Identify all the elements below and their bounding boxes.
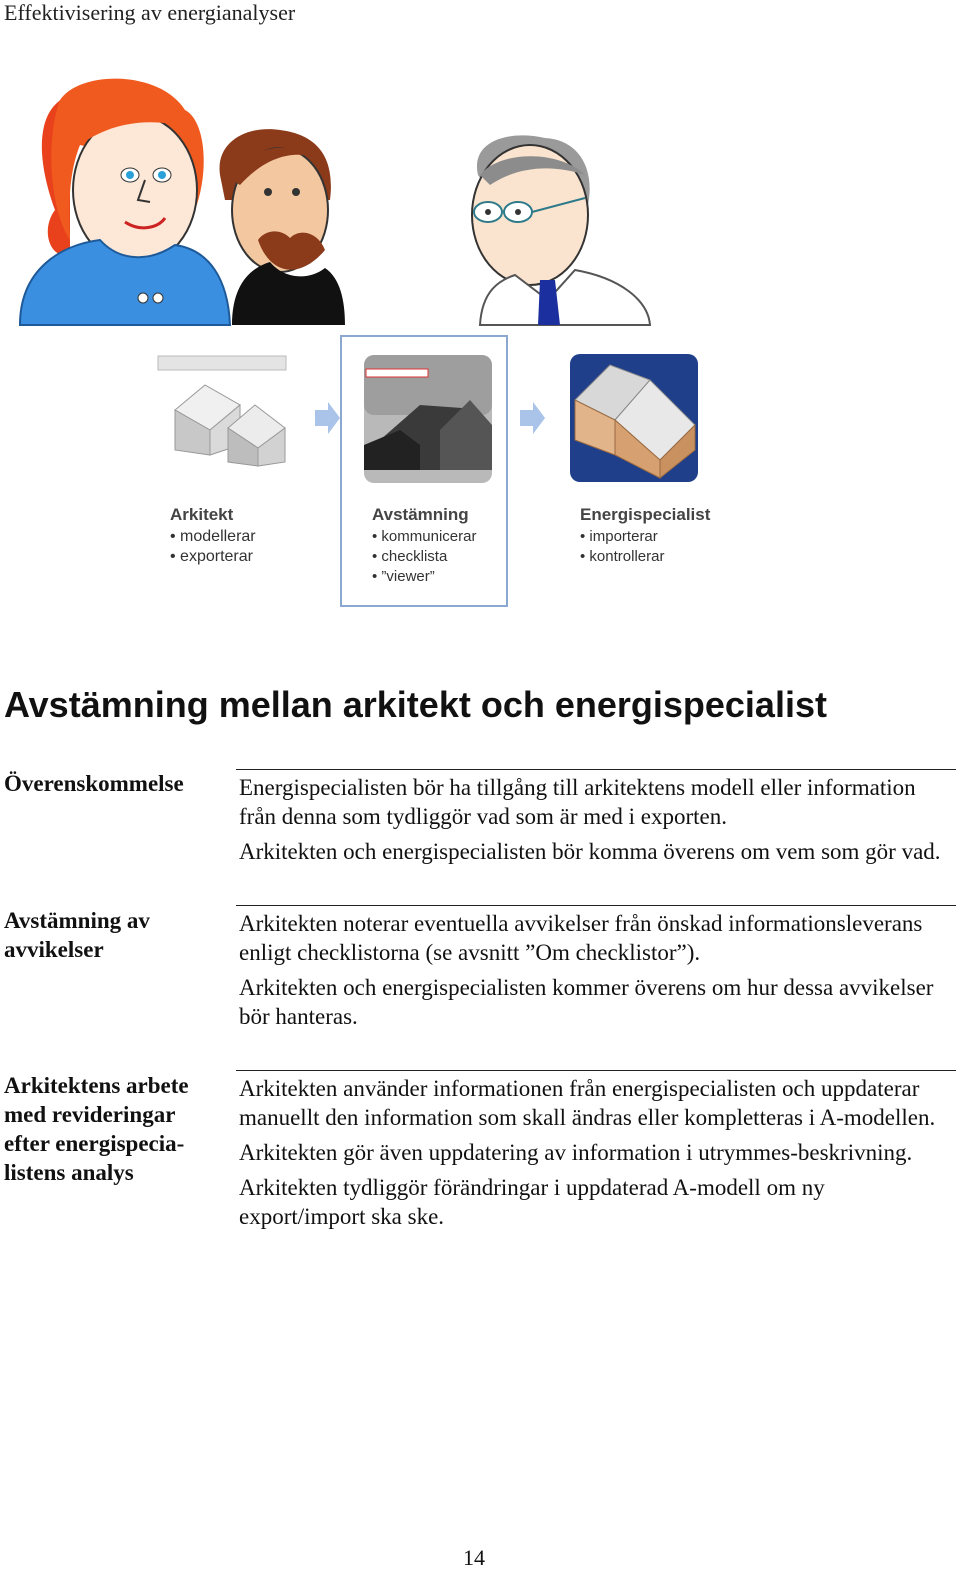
stage-item: • ”viewer” <box>372 567 476 587</box>
row-label: Avstämning av avvikelser <box>4 908 150 962</box>
architect-woman-illustration <box>20 79 230 325</box>
row-paragraph: Arkitekten noterar eventuella avvikelser från önskad informationsleverans enligt checklistorna (se avsnitt ”Om checklistor”). <box>239 911 923 965</box>
stage-item: • importerar <box>580 527 710 547</box>
row-divider <box>236 905 956 906</box>
stage-item: • kommunicerar <box>372 527 476 547</box>
viewer-model-image <box>364 355 492 483</box>
arrow-icon <box>315 402 340 434</box>
row-label: Arkitektens arbete med revideringar efter energispecia-listens analys <box>4 1073 189 1185</box>
stage-title: Avstämning <box>372 505 469 524</box>
row-paragraph: Arkitekten gör även uppdatering av information i utrymmes-beskrivning. <box>239 1140 913 1165</box>
energy-specialist-illustration <box>472 135 650 325</box>
stage-energispecialist <box>580 505 710 567</box>
row-body <box>239 773 955 872</box>
arrow-icon <box>520 402 545 434</box>
stage-item: • kontrollerar <box>580 547 710 567</box>
stage-title: Arkitekt <box>170 505 234 524</box>
section-title: Avstämning mellan arkitekt och energispecialist <box>4 684 827 725</box>
stage-architect <box>170 505 256 567</box>
architect-model-image <box>158 356 286 466</box>
row-divider <box>236 769 956 770</box>
stage-title: Energispecialist <box>580 505 711 524</box>
stage-item: • modellerar <box>170 527 256 547</box>
row-paragraph: Energispecialisten bör ha tillgång till arkitektens modell eller information från denna som tydliggör vad som är med i exporten. <box>239 775 916 829</box>
running-header: Effektivisering av energianalyser <box>4 0 296 25</box>
row-divider <box>236 1070 956 1071</box>
row-body <box>239 1074 955 1237</box>
workflow-illustration <box>0 0 960 620</box>
row-paragraph: Arkitekten tydliggör förändringar i uppdaterad A-modell om ny export/import ska ske. <box>239 1175 825 1229</box>
row-paragraph: Arkitekten använder informationen från energispecialisten och uppdaterar manuellt den information som skall ändras eller kompletteras i A-modellen. <box>239 1076 936 1130</box>
stage-item: • exporterar <box>170 547 256 567</box>
row-body <box>239 909 955 1037</box>
page-number: 14 <box>463 1545 485 1570</box>
row-paragraph: Arkitekten och energispecialisten kommer överens om hur dessa avvikelser bör hanteras. <box>239 975 934 1029</box>
row-label: Överenskommelse <box>4 771 184 796</box>
energy-model-image <box>570 354 698 482</box>
stage-item: • checklista <box>372 547 476 567</box>
architect-man-illustration <box>220 129 345 325</box>
stage-avstamning <box>372 505 476 587</box>
row-paragraph: Arkitekten och energispecialisten bör komma överens om vem som gör vad. <box>239 839 941 864</box>
